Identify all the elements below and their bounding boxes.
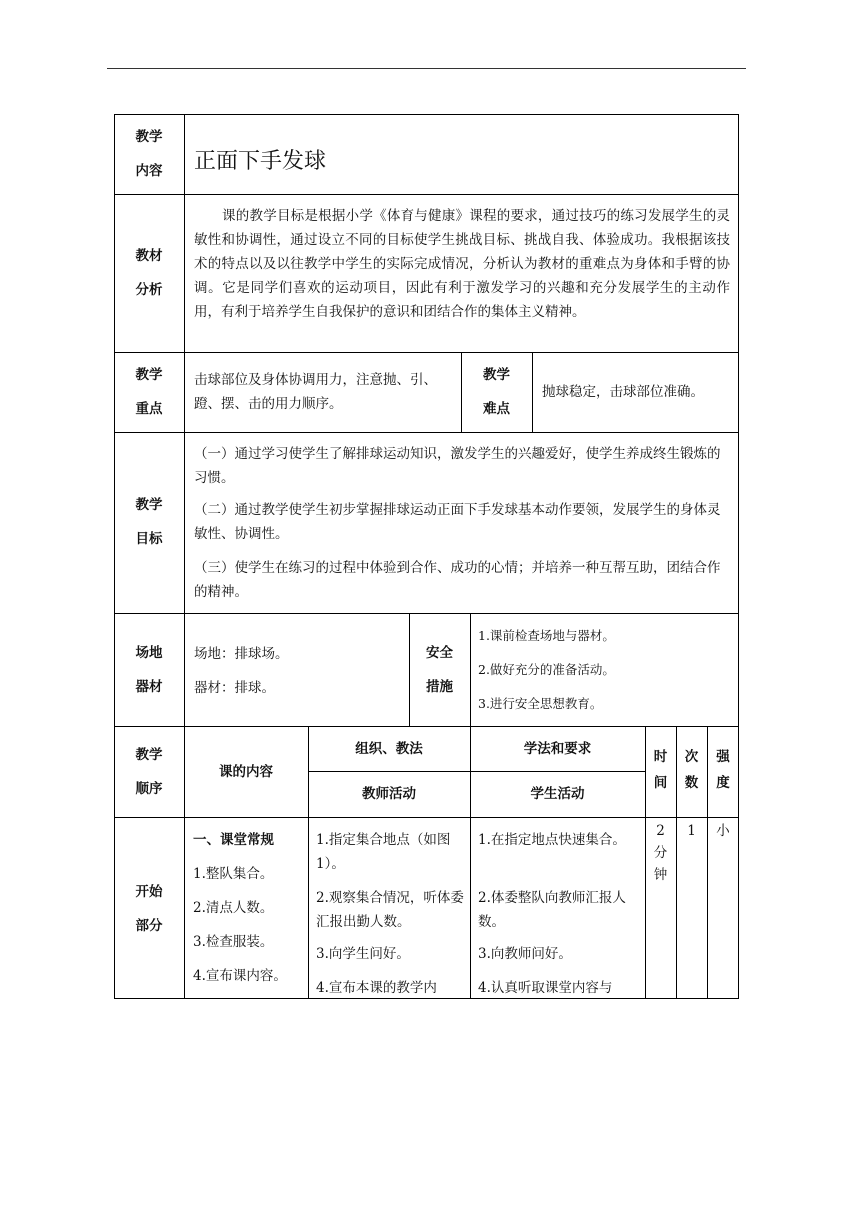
key-text: 击球部位及身体协调用力，注意抛、引、蹬、摆、击的用力顺序。 [194, 372, 437, 412]
teacher-item-2: 2.观察集合情况，听体委汇报出勤人数。 [316, 890, 464, 930]
venue-line-1: 场地：排球场。 [194, 646, 289, 662]
student-item-2: 2.体委整队向教师汇报人数。 [478, 890, 626, 930]
header-rule [107, 68, 746, 69]
intensity-value: 小 [716, 823, 730, 839]
teacher-item-3: 3.向学生问好。 [316, 946, 410, 962]
content-title: 正面下手发球 [194, 149, 327, 174]
goal-3: （三）使学生在练习的过程中体验到合作、成功的心情；并培养一种互帮互助，团结合作的精神。 [194, 560, 721, 600]
header-student: 学生活动 [530, 786, 585, 802]
start-content-item-2: 2.清点人数。 [193, 900, 274, 916]
start-content-item-3: 3.检查服装。 [193, 934, 274, 950]
analysis-text: 课的教学目标是根据小学《体育与健康》课程的要求，通过技巧的练习发展学生的灵敏性和协调性，通过设立不同的目标使学生挑战目标、挑战自我、体验成功。我根据该技术的特点以及以往教学中学生的实际完成情况，分析认为教材的重难点为身体和手臂的协调。它是同学们喜欢的运动项目，因此有利于激发学习的兴趣和充分发展学生的主动作用，有利于培养学生自我保护的意识和团结合作的集体主义精神。 [194, 208, 730, 320]
safety-item-2: 2.做好充分的准备活动。 [478, 662, 615, 677]
header-time: 时 间 [653, 749, 668, 791]
venue-label: 场地 器材 [135, 645, 163, 695]
key-label: 教学 重点 [135, 367, 163, 417]
analysis-label: 教材 分析 [135, 248, 163, 298]
count-value: 1 [687, 823, 696, 839]
teacher-item-4: 4.宣布本课的教学内 [316, 980, 437, 996]
header-org: 组织、教法 [355, 741, 423, 757]
header-content: 课的内容 [219, 764, 273, 780]
teacher-item-1: 1.指定集合地点（如图1）。 [316, 832, 451, 872]
safety-label: 安全 措施 [426, 645, 453, 695]
header-method: 学法和要求 [523, 741, 592, 757]
start-content-title: 一、课堂常规 [193, 832, 274, 848]
venue-line-2: 器材：排球。 [194, 680, 275, 696]
difficulty-label: 教学 难点 [483, 367, 510, 417]
header-order: 教学 顺序 [135, 747, 163, 797]
header-count: 次 数 [684, 749, 699, 791]
student-item-4: 4.认真听取课堂内容与 [478, 980, 613, 996]
goal-label: 教学 目标 [135, 497, 163, 547]
goal-1: （一）通过学习使学生了解排球运动知识，激发学生的兴趣爱好，使学生养成终生锻炼的习惯。 [194, 446, 721, 486]
student-item-1: 1.在指定地点快速集合。 [478, 832, 626, 848]
safety-item-3: 3.进行安全思想教育。 [478, 696, 603, 711]
time-value: 2 分 钟 [653, 823, 668, 883]
difficulty-text: 抛球稳定，击球部位准确。 [542, 384, 704, 400]
start-label: 开始 部分 [135, 884, 163, 934]
content-label: 教学 内容 [135, 129, 163, 179]
student-item-3: 3.向教师问好。 [478, 946, 572, 962]
start-content-item-1: 1.整队集合。 [193, 866, 274, 882]
header-teacher: 教师活动 [362, 786, 416, 802]
header-intensity: 强 度 [716, 749, 730, 791]
start-content-item-4: 4.宣布课内容。 [193, 968, 287, 984]
goal-2: （二）通过教学使学生初步掌握排球运动正面下手发球基本动作要领，发展学生的身体灵敏性、协调性。 [194, 502, 721, 542]
safety-item-1: 1.课前检查场地与器材。 [478, 628, 615, 643]
